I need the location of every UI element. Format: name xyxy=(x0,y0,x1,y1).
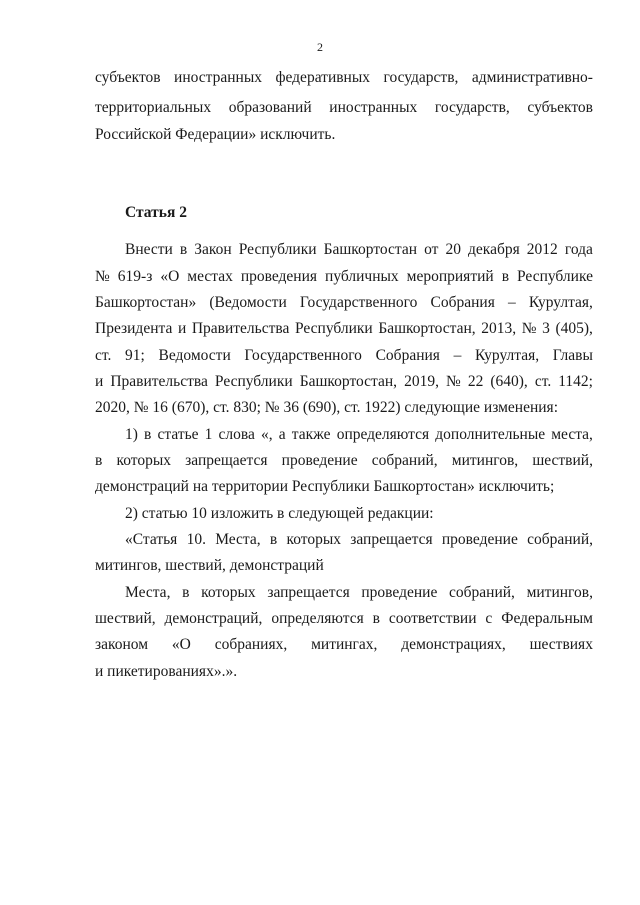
text-line: шествий, демонстраций, определяются в соответствии с Федеральным xyxy=(95,610,593,627)
text-line: митингов, шествий, демонстраций xyxy=(95,557,324,574)
article-heading: Статья 2 xyxy=(125,204,187,221)
text-line: «Статья 10. Места, в которых запрещается проведение собраний, xyxy=(125,531,593,548)
text-line: Российской Федерации» исключить. xyxy=(95,126,336,143)
text-line: Места, в которых запрещается проведение собраний, митингов, xyxy=(125,584,593,601)
text-line: Башкортостан» (Ведомости Государственного Собрания – Курултая, xyxy=(95,294,593,311)
text-line: и Правительства Республики Башкортостан, 2019, № 22 (640), ст. 1142; xyxy=(95,373,593,390)
text-line: в которых запрещается проведение собраний, митингов, шествий, xyxy=(95,452,593,469)
text-line: законом «О собраниях, митингах, демонстрациях, шествиях xyxy=(95,636,593,653)
text-line: Внести в Закон Республики Башкортостан от 20 декабря 2012 года xyxy=(125,241,593,258)
text-line: ст. 91; Ведомости Государственного Собрания – Курултая, Главы xyxy=(95,347,593,364)
text-line: № 619-з «О местах проведения публичных мероприятий в Республике xyxy=(95,268,593,285)
text-line: Президента и Правительства Республики Башкортостан, 2013, № 3 (405), xyxy=(95,320,593,337)
page-number: 2 xyxy=(317,40,323,54)
text-line: демонстраций на территории Республики Башкортостан» исключить; xyxy=(95,478,555,495)
text-line: 2) статью 10 изложить в следующей редакции: xyxy=(125,505,434,522)
text-line: субъектов иностранных федеративных государств, административно- xyxy=(95,69,593,86)
text-line: 2020, № 16 (670), ст. 830; № 36 (690), ст. 1922) следующие изменения: xyxy=(95,399,558,416)
text-line: 1) в статье 1 слова «, а также определяются дополнительные места, xyxy=(125,426,593,443)
text-line: территориальных образований иностранных государств, субъектов xyxy=(95,99,593,116)
text-line: и пикетированиях».». xyxy=(95,663,238,680)
